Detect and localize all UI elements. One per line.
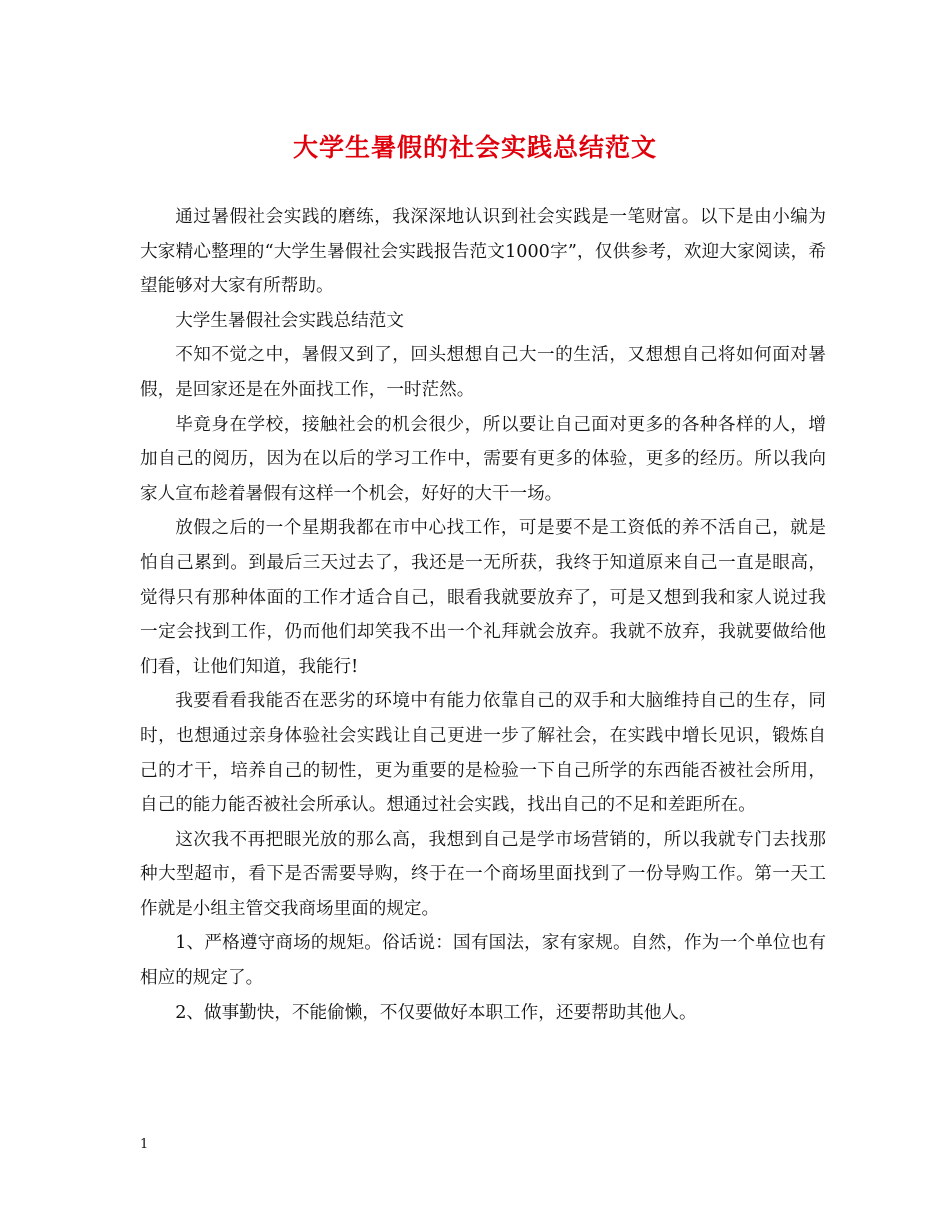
paragraph: 这次我不再把眼光放的那么高，我想到自己是学市场营销的，所以我就专门去找那种大型超市，看下是否需要导购，终于在一个商场里面找到了一份导购工作。第一天工作就是小组主管交我商场里面的规定。 <box>140 829 826 919</box>
document-body <box>140 200 826 1030</box>
paragraph-intro: 通过暑假社会实践的磨练，我深深地认识到社会实践是一笔财富。以下是由小编为大家精心整理的“大学生暑假社会实践报告范文1000字”，仅供参考，欢迎大家阅读，希望能够对大家有所帮助。 <box>140 207 826 297</box>
paragraph: 放假之后的一个星期我都在市中心找工作，可是要不是工资低的养不活自己，就是怕自己累到。到最后三天过去了，我还是一无所获，我终于知道原来自己一直是眼高，觉得只有那种体面的工作才适合自己，眼看我就要放弃了，可是又想到我和家人说过我一定会找到工作，仍而他们却笑我不出一个礼拜就会放弃。我就不放弃，我就要做给他们看，让他们知道，我能行! <box>140 518 826 677</box>
list-item-rule-1: 1、严格遵守商场的规矩。俗话说：国有国法，家有家规。自然，作为一个单位也有相应的规定了。 <box>140 933 826 989</box>
document-title: 大学生暑假的社会实践总结范文 <box>292 133 657 162</box>
paragraph: 不知不觉之中，暑假又到了，回头想想自己大一的生活，又想想自己将如何面对暑假，是回家还是在外面找工作，一时茫然。 <box>140 345 826 400</box>
page-number: 1 <box>140 1137 149 1152</box>
list-item-rule-2: 2、做事勤快，不能偷懒，不仅要做好本职工作，还要帮助其他人。 <box>175 1002 697 1023</box>
paragraph-subtitle: 大学生暑假社会实践总结范文 <box>175 310 404 331</box>
paragraph: 毕竟身在学校，接触社会的机会很少，所以要让自己面对更多的各种各样的人，增加自己的阅历，因为在以后的学习工作中，需要有更多的体验，更多的经历。所以我向家人宣布趁着暑假有这样一个机会，好好的大干一场。 <box>140 414 826 504</box>
paragraph: 我要看看我能否在恶劣的环境中有能力依靠自己的双手和大脑维持自己的生存，同时，也想通过亲身体验社会实践让自己更进一步了解社会，在实践中增长见识，锻炼自己的才干，培养自己的韧性，更为重要的是检验一下自己所学的东西能否被社会所用，自己的能力能否被社会所承认。想通过社会实践，找出自己的不足和差距所在。 <box>140 691 826 816</box>
